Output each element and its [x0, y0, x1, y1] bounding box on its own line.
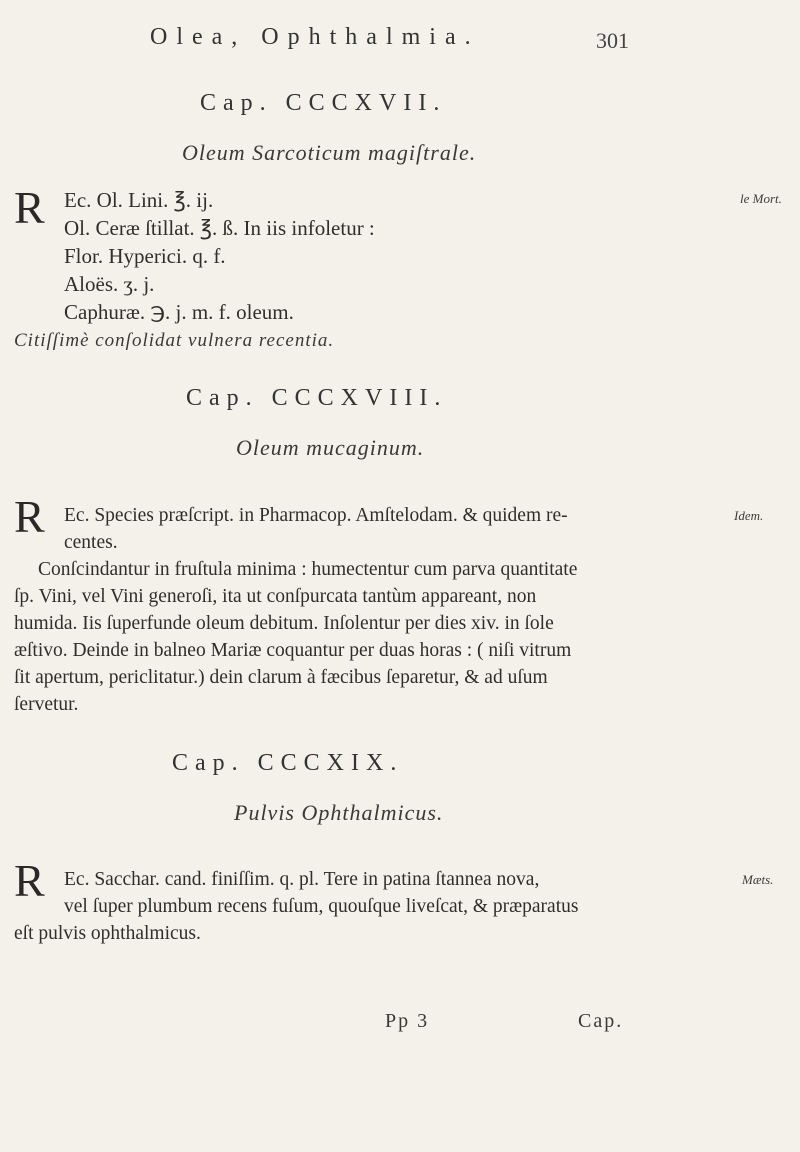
catchword: Cap.: [578, 1010, 624, 1032]
chapter-title-319: Pulvis Ophthalmicus.: [234, 800, 444, 825]
recipe-line: Flor. Hyperici. q. f.: [64, 244, 226, 268]
margin-note: le Mort.: [740, 191, 782, 206]
recipe-line: centes.: [64, 532, 118, 553]
recipe-line: Ec. Species præſcript. in Pharmacop. Amſtelodam. & quidem re-: [64, 505, 568, 526]
recipe-line: ſervetur.: [14, 694, 79, 715]
drop-cap: R: [14, 491, 45, 542]
recipe-line: ſit apertum, periclitatur.) dein clarum à fæcibus ſeparetur, & ad uſum: [14, 667, 548, 688]
chapter-heading-317: Cap. CCCXVII.: [200, 90, 447, 116]
recipe-line: vel ſuper plumbum recens fuſum, quouſque liveſcat, & præparatus: [64, 896, 579, 917]
chapter-heading-319: Cap. CCCXIX.: [172, 750, 404, 776]
chapter-title-317: Oleum Sarcoticum magiſtrale.: [182, 140, 477, 165]
drop-cap: R: [14, 182, 45, 233]
recipe-line: Caphuræ. ℈. j. m. f. oleum.: [64, 300, 294, 324]
chapter-heading-318: Cap. CCCXVIII.: [186, 385, 448, 411]
recipe-line: Aloës. ʒ. j.: [64, 272, 155, 296]
recipe-line: humida. Iis ſuperfunde oleum debitum. Inſolentur per dies xiv. in ſole: [14, 613, 554, 634]
recipe-line: Conſcindantur in fruſtula minima : humectentur cum parva quantitate: [38, 559, 578, 580]
margin-note: Idem.: [734, 508, 764, 523]
recipe-line: Ec. Sacchar. cand. finiſſim. q. pl. Tere in patina ſtannea nova,: [64, 869, 540, 890]
page-number: 301: [596, 28, 629, 53]
running-head: Olea, Ophthalmia.: [150, 24, 480, 50]
margin-note: Mæts.: [742, 872, 774, 887]
closing-note: Citiſſimè conſolidat vulnera recentia.: [14, 330, 335, 351]
chapter-title-318: Oleum mucaginum.: [236, 435, 425, 460]
recipe-line: æſtivo. Deinde in balneo Mariæ coquantur per duas horas : ( niſi vitrum: [14, 640, 572, 661]
recipe-line: Ol. Ceræ ſtillat. ℥. ß. In iis infoletur :: [64, 216, 375, 240]
recipe-line: Ec. Ol. Lini. ℥. ij.: [64, 188, 214, 212]
recipe-line: eſt pulvis ophthalmicus.: [14, 923, 201, 944]
signature-mark: Pp 3: [385, 1010, 430, 1032]
drop-cap: R: [14, 855, 45, 906]
recipe-line: ſp. Vini, vel Vini generoſi, ita ut conſpurcata tantùm appareant, non: [14, 586, 537, 607]
